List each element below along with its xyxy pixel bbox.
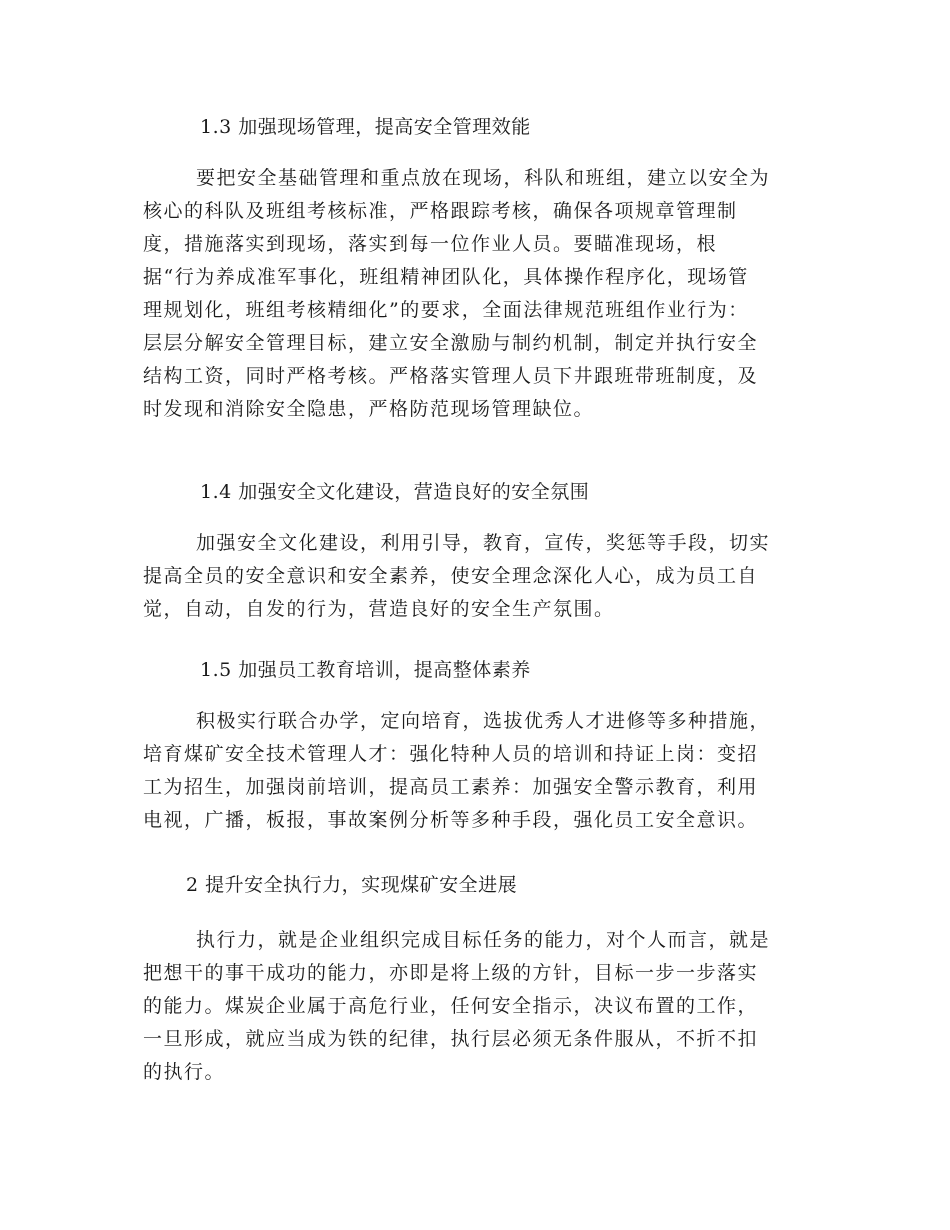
section-heading-1-5: 1.5 加强员工教育培训，提高整体素养 xyxy=(200,659,531,681)
paragraph-line: 度，措施落实到现场，落实到每一位作业人员。要瞄准现场，根 xyxy=(143,233,718,255)
paragraph-line: 觉，自动，自发的行为，营造良好的安全生产氛围。 xyxy=(143,598,615,620)
paragraph-line: 要把安全基础管理和重点放在现场，科队和班组，建立以安全为 xyxy=(196,167,771,189)
section-paragraph-2 xyxy=(143,924,818,1089)
section-heading-1-3: 1.3 加强现场管理，提高安全管理效能 xyxy=(200,116,531,138)
paragraph-line: 培育煤矿安全技术管理人才：强化特种人员的培训和持证上岗：变招 xyxy=(143,743,759,765)
paragraph-line: 核心的科队及班组考核标准，严格跟踪考核，确保各项规章管理制 xyxy=(143,200,738,222)
paragraph-line: 加强安全文化建设，利用引导，教育，宣传，奖惩等手段，切实 xyxy=(196,532,771,554)
paragraph-line: 积极实行联合办学，定向培育，选拔优秀人才进修等多种措施， xyxy=(196,710,771,732)
paragraph-line: 时发现和消除安全隐患，严格防范现场管理缺位。 xyxy=(143,398,595,420)
paragraph-line: 据“行为养成准军事化，班组精神团队化，具体操作程序化，现场管 xyxy=(143,266,749,288)
paragraph-line: 电视，广播，板报，事故案例分析等多种手段，强化员工安全意识。 xyxy=(143,809,759,831)
paragraph-line: 理规划化，班组考核精细化”的要求，全面法律规范班组作业行为： xyxy=(143,299,749,321)
paragraph-line: 提高全员的安全意识和安全素养，使安全理念深化人心，成为员工自 xyxy=(143,565,759,587)
section-heading-2: 2 提升安全执行力，实现煤矿安全进展 xyxy=(186,874,518,896)
paragraph-line: 的执行。 xyxy=(143,1061,226,1083)
section-heading-1-4: 1.4 加强安全文化建设，营造良好的安全氛围 xyxy=(200,481,590,503)
section-paragraph-1-3 xyxy=(143,162,818,426)
paragraph-line: 的能力。煤炭企业属于高危行业，任何安全指示，决议布置的工作， xyxy=(143,995,759,1017)
paragraph-line: 工为招生，加强岗前培训，提高员工素养：加强安全警示教育，利用 xyxy=(143,776,759,798)
section-paragraph-1-4 xyxy=(143,527,818,626)
section-paragraph-1-5 xyxy=(143,705,818,837)
paragraph-line: 层层分解安全管理目标，建立安全激励与制约机制，制定并执行安全 xyxy=(143,332,759,354)
paragraph-line: 把想干的事干成功的能力，亦即是将上级的方针，目标一步一步落实 xyxy=(143,962,759,984)
paragraph-line: 一旦形成，就应当成为铁的纪律，执行层必须无条件服从，不折不扣 xyxy=(143,1028,759,1050)
paragraph-line: 执行力，就是企业组织完成目标任务的能力，对个人而言，就是 xyxy=(196,929,771,951)
paragraph-line: 结构工资，同时严格考核。严格落实管理人员下井跟班带班制度，及 xyxy=(143,365,759,387)
